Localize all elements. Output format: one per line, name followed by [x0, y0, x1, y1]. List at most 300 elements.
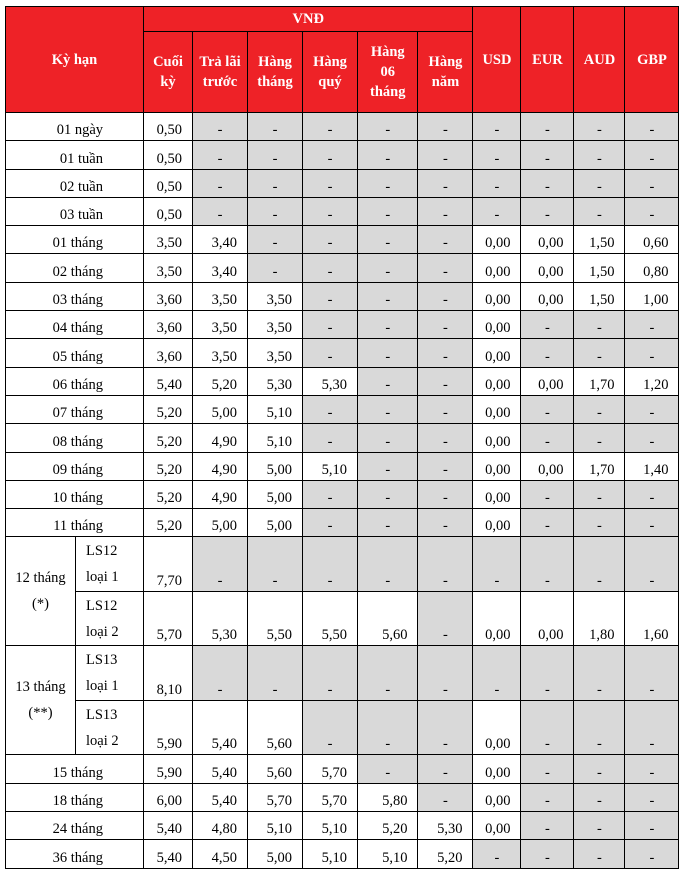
group-note: (**) [28, 705, 53, 722]
rate-cell: - [521, 141, 574, 169]
rate-cell: 0,50 [144, 197, 193, 225]
rate-cell: - [418, 480, 473, 508]
rate-cell: 3,50 [193, 282, 248, 310]
table-row [6, 226, 679, 254]
header-vnd: VNĐ [144, 7, 473, 32]
term-label: 18 tháng [6, 783, 144, 811]
table-row [6, 197, 679, 225]
term-label: 01 ngày [6, 113, 144, 141]
rate-cell: - [303, 113, 358, 141]
rate-cell: 5,00 [248, 509, 303, 537]
rate-cell: 3,50 [248, 311, 303, 339]
table-row [6, 591, 679, 646]
group-note: (*) [32, 596, 49, 613]
rate-cell: 5,20 [144, 509, 193, 537]
rate-cell: - [358, 169, 418, 197]
term-label: 01 tháng [6, 226, 144, 254]
rate-cell: - [193, 169, 248, 197]
rate-cell: - [193, 646, 248, 701]
rate-cell: - [358, 254, 418, 282]
rate-cell: 3,50 [193, 311, 248, 339]
rate-cell: - [303, 700, 358, 755]
rate-cell: - [248, 169, 303, 197]
term-label: 02 tháng [6, 254, 144, 282]
rate-cell: 8,10 [144, 646, 193, 701]
rate-cell: - [303, 254, 358, 282]
rate-cell: 0,00 [521, 452, 574, 480]
rate-cell: - [418, 169, 473, 197]
rate-cell: 5,40 [144, 812, 193, 840]
rate-cell: 0,50 [144, 113, 193, 141]
sub-term-label [76, 591, 144, 646]
rate-cell: - [574, 700, 625, 755]
rate-cell: 5,20 [144, 452, 193, 480]
header-aud: AUD [574, 7, 625, 113]
rate-cell: 5,20 [144, 424, 193, 452]
rate-cell: - [625, 755, 679, 783]
rate-cell: - [418, 311, 473, 339]
rate-cell: - [418, 509, 473, 537]
term-label: 03 tháng [6, 282, 144, 310]
rate-cell: - [625, 424, 679, 452]
header-end-of-term: Cuối kỳ [144, 32, 193, 113]
rate-cell: 4,90 [193, 452, 248, 480]
sub-term-label [76, 700, 144, 755]
rate-cell: - [358, 755, 418, 783]
rate-cell: - [418, 282, 473, 310]
rate-cell: 3,60 [144, 282, 193, 310]
rate-cell: - [521, 537, 574, 592]
table-row [6, 367, 679, 395]
interest-rate-table [5, 6, 679, 869]
rate-cell: - [574, 169, 625, 197]
rate-cell: - [574, 783, 625, 811]
rate-cell: 5,10 [248, 395, 303, 423]
rate-cell: - [418, 254, 473, 282]
header-semiannual: Hàng 06 tháng [358, 32, 418, 113]
rate-cell: - [625, 395, 679, 423]
rate-cell: - [303, 424, 358, 452]
table-row [6, 395, 679, 423]
rate-cell: 1,50 [574, 254, 625, 282]
rate-cell: 5,30 [193, 591, 248, 646]
rate-cell: 0,00 [473, 282, 521, 310]
rate-cell: - [358, 646, 418, 701]
rate-cell: - [625, 646, 679, 701]
rate-cell: - [248, 646, 303, 701]
rate-cell: 5,70 [303, 783, 358, 811]
rate-cell: - [248, 537, 303, 592]
rate-cell: 3,50 [144, 254, 193, 282]
rate-cell: 5,00 [193, 395, 248, 423]
rate-cell: 0,00 [473, 591, 521, 646]
rate-cell: - [521, 840, 574, 868]
rate-cell: - [574, 141, 625, 169]
rate-cell: 0,00 [521, 591, 574, 646]
rate-cell: - [574, 424, 625, 452]
rate-cell: - [358, 452, 418, 480]
rate-cell: - [625, 311, 679, 339]
rate-cell: - [521, 197, 574, 225]
table-row [6, 254, 679, 282]
rate-cell: - [625, 169, 679, 197]
rate-cell: - [358, 113, 418, 141]
rate-cell: 1,00 [625, 282, 679, 310]
header-quarterly: Hàng quý [303, 32, 358, 113]
rate-cell: - [418, 395, 473, 423]
rate-cell: - [248, 141, 303, 169]
table-row [6, 480, 679, 508]
rate-cell: 5,00 [248, 840, 303, 868]
rate-cell: 0,00 [473, 226, 521, 254]
rate-cell: - [473, 840, 521, 868]
rate-cell: - [625, 480, 679, 508]
rate-cell: 5,40 [193, 700, 248, 755]
rate-cell: - [358, 537, 418, 592]
term-label: 15 tháng [6, 755, 144, 783]
term-label: 06 tháng [6, 367, 144, 395]
term-label: 11 tháng [6, 509, 144, 537]
rate-cell: 3,60 [144, 339, 193, 367]
table-row [6, 783, 679, 811]
sub-term-type: loại 2 [86, 732, 119, 749]
rate-cell: - [473, 646, 521, 701]
rate-cell: - [358, 141, 418, 169]
rate-cell: 0,00 [521, 254, 574, 282]
rate-cell: - [418, 646, 473, 701]
term-label: 24 tháng [6, 812, 144, 840]
header-annual: Hàng năm [418, 32, 473, 113]
rate-cell: - [193, 537, 248, 592]
rate-cell: - [625, 700, 679, 755]
table-row [6, 141, 679, 169]
term-label: 36 tháng [6, 840, 144, 868]
rate-cell: - [418, 424, 473, 452]
rate-cell: 0,00 [521, 367, 574, 395]
rate-cell: - [303, 197, 358, 225]
rate-cell: - [303, 537, 358, 592]
rate-cell: - [574, 480, 625, 508]
rate-cell: 5,30 [248, 367, 303, 395]
rate-cell: 5,20 [144, 480, 193, 508]
group-term: 12 tháng [15, 570, 66, 587]
rate-cell: 5,70 [144, 591, 193, 646]
rate-cell: - [303, 311, 358, 339]
rate-cell: - [625, 509, 679, 537]
rate-cell: - [418, 783, 473, 811]
rate-cell: 0,00 [473, 509, 521, 537]
rate-cell: - [574, 113, 625, 141]
term-label: 07 tháng [6, 395, 144, 423]
rate-cell: - [574, 840, 625, 868]
rate-cell: - [418, 700, 473, 755]
rate-cell: - [473, 141, 521, 169]
rate-cell: - [473, 537, 521, 592]
rate-cell: - [521, 755, 574, 783]
term-label: 04 tháng [6, 311, 144, 339]
rate-cell: - [358, 339, 418, 367]
table-row [6, 424, 679, 452]
table-row [6, 282, 679, 310]
rate-cell: - [358, 282, 418, 310]
rate-cell: - [521, 169, 574, 197]
table-row [6, 169, 679, 197]
sub-term-type: loại 1 [86, 678, 119, 695]
rate-cell: - [303, 646, 358, 701]
table-row [6, 537, 679, 592]
rate-cell: - [248, 197, 303, 225]
rate-cell: 3,50 [193, 339, 248, 367]
rate-cell: 0,00 [473, 452, 521, 480]
rate-cell: 4,50 [193, 840, 248, 868]
rate-cell: 5,10 [303, 812, 358, 840]
rate-cell: - [358, 367, 418, 395]
header-eur: EUR [521, 7, 574, 113]
rate-cell: 0,60 [625, 226, 679, 254]
rate-cell: - [358, 480, 418, 508]
rate-cell: - [193, 113, 248, 141]
rate-cell: 5,90 [144, 755, 193, 783]
rate-cell: - [625, 840, 679, 868]
rate-cell: 1,80 [574, 591, 625, 646]
rate-cell: 5,00 [248, 480, 303, 508]
rate-cell: 5,30 [418, 812, 473, 840]
rate-cell: - [625, 339, 679, 367]
rate-cell: 5,20 [144, 395, 193, 423]
rate-cell: - [521, 812, 574, 840]
rate-cell: - [473, 197, 521, 225]
rate-cell: 4,80 [193, 812, 248, 840]
header-term: Kỳ hạn [6, 7, 144, 113]
rate-cell: - [303, 226, 358, 254]
rate-cell: - [418, 537, 473, 592]
rate-cell: - [418, 141, 473, 169]
header-gbp: GBP [625, 7, 679, 113]
rate-cell: 5,20 [358, 812, 418, 840]
rate-cell: 4,90 [193, 424, 248, 452]
group-term: 13 tháng [15, 679, 66, 696]
rate-cell: - [418, 197, 473, 225]
rate-cell: 0,80 [625, 254, 679, 282]
rate-cell: - [625, 812, 679, 840]
group-term-label [6, 537, 76, 646]
rate-cell: 1,70 [574, 452, 625, 480]
rate-cell: - [358, 395, 418, 423]
rate-cell: 3,50 [248, 339, 303, 367]
rate-cell: 5,30 [303, 367, 358, 395]
rate-cell: - [473, 113, 521, 141]
rate-cell: - [303, 509, 358, 537]
rate-cell: 6,00 [144, 783, 193, 811]
term-label: 09 tháng [6, 452, 144, 480]
rate-cell: 0,00 [473, 254, 521, 282]
rate-cell: - [418, 226, 473, 254]
rate-cell: 7,70 [144, 537, 193, 592]
rate-cell: 0,00 [473, 311, 521, 339]
term-label: 10 tháng [6, 480, 144, 508]
rate-cell: 5,40 [144, 840, 193, 868]
rate-cell: - [418, 367, 473, 395]
rate-cell: - [574, 197, 625, 225]
rate-cell: - [248, 113, 303, 141]
rate-cell: 5,40 [193, 783, 248, 811]
rate-cell: 1,20 [625, 367, 679, 395]
rate-cell: 5,70 [248, 783, 303, 811]
term-label: 03 tuần [6, 197, 144, 225]
rate-cell: - [521, 509, 574, 537]
rate-cell: 0,00 [473, 339, 521, 367]
sub-term-code: LS13 [86, 706, 118, 723]
rate-cell: - [521, 113, 574, 141]
rate-cell: - [574, 812, 625, 840]
rate-cell: 3,40 [193, 226, 248, 254]
rate-cell: - [193, 141, 248, 169]
rate-cell: 0,00 [473, 480, 521, 508]
rate-cell: - [303, 339, 358, 367]
rate-cell: 5,60 [248, 700, 303, 755]
rate-cell: 5,80 [358, 783, 418, 811]
rate-cell: - [303, 282, 358, 310]
rate-cell: - [358, 509, 418, 537]
rate-cell: - [625, 113, 679, 141]
rate-cell: 5,50 [248, 591, 303, 646]
rate-cell: 1,70 [574, 367, 625, 395]
rate-cell: - [625, 783, 679, 811]
rate-cell: - [521, 480, 574, 508]
sub-term-label [76, 646, 144, 701]
rate-cell: 5,10 [303, 840, 358, 868]
rate-cell: - [521, 424, 574, 452]
header-usd: USD [473, 7, 521, 113]
sub-term-type: loại 1 [86, 569, 119, 586]
rate-cell: - [521, 783, 574, 811]
rate-cell: - [574, 755, 625, 783]
sub-term-code: LS12 [86, 543, 118, 560]
rate-cell: - [303, 141, 358, 169]
rate-cell: - [358, 424, 418, 452]
table-row [6, 452, 679, 480]
rate-cell: - [248, 226, 303, 254]
sub-term-code: LS13 [86, 652, 118, 669]
rate-cell: 3,50 [144, 226, 193, 254]
rate-cell: 1,60 [625, 591, 679, 646]
rate-cell: - [418, 339, 473, 367]
rate-cell: - [418, 452, 473, 480]
table-row [6, 755, 679, 783]
rate-cell: 1,50 [574, 282, 625, 310]
rate-cell: - [418, 113, 473, 141]
rate-cell: 0,50 [144, 169, 193, 197]
rate-cell: - [574, 339, 625, 367]
rate-cell: - [358, 226, 418, 254]
rate-cell: 0,00 [473, 367, 521, 395]
rate-cell: 1,50 [574, 226, 625, 254]
table-row [6, 646, 679, 701]
rate-cell: 0,00 [473, 755, 521, 783]
rate-cell: 5,50 [303, 591, 358, 646]
rate-cell: 5,90 [144, 700, 193, 755]
rate-cell: - [521, 700, 574, 755]
table-row [6, 812, 679, 840]
rate-cell: - [303, 480, 358, 508]
rate-cell: - [521, 339, 574, 367]
rate-cell: 5,70 [303, 755, 358, 783]
rate-cell: 3,40 [193, 254, 248, 282]
rate-cell: - [418, 591, 473, 646]
rate-cell: 5,00 [193, 509, 248, 537]
rate-cell: 5,60 [358, 591, 418, 646]
rate-cell: 0,00 [473, 424, 521, 452]
table-row [6, 113, 679, 141]
rate-cell: - [418, 755, 473, 783]
rate-cell: 0,00 [521, 226, 574, 254]
rate-cell: - [574, 509, 625, 537]
term-label: 02 tuần [6, 169, 144, 197]
rate-cell: - [574, 395, 625, 423]
rate-cell: 5,40 [193, 755, 248, 783]
rate-cell: - [574, 311, 625, 339]
rate-cell: - [193, 197, 248, 225]
group-term-label [6, 646, 76, 755]
term-label: 01 tuần [6, 141, 144, 169]
rate-cell: - [358, 311, 418, 339]
rate-cell: - [625, 537, 679, 592]
rate-cell: - [521, 646, 574, 701]
table-row [6, 509, 679, 537]
rate-cell: 5,00 [248, 452, 303, 480]
rate-cell: 5,60 [248, 755, 303, 783]
rate-cell: 5,20 [193, 367, 248, 395]
rate-cell: 3,60 [144, 311, 193, 339]
rate-cell: 5,20 [418, 840, 473, 868]
rate-cell: - [303, 395, 358, 423]
table-row [6, 700, 679, 755]
table-row [6, 339, 679, 367]
rate-cell: - [521, 395, 574, 423]
term-label: 08 tháng [6, 424, 144, 452]
sub-term-type: loại 2 [86, 623, 119, 640]
rate-cell: 4,90 [193, 480, 248, 508]
rate-cell: 0,50 [144, 141, 193, 169]
rate-cell: 5,10 [248, 812, 303, 840]
term-label: 05 tháng [6, 339, 144, 367]
rate-cell: 5,40 [144, 367, 193, 395]
rate-cell: 0,00 [473, 812, 521, 840]
sub-term-code: LS12 [86, 597, 118, 614]
rate-cell: - [625, 197, 679, 225]
rate-cell: 5,10 [303, 452, 358, 480]
header-monthly: Hàng tháng [248, 32, 303, 113]
table-row [6, 311, 679, 339]
rate-cell: - [358, 197, 418, 225]
rate-cell: - [625, 141, 679, 169]
rate-cell: 1,40 [625, 452, 679, 480]
rate-cell: - [358, 700, 418, 755]
rate-cell: 5,10 [358, 840, 418, 868]
rate-cell: 0,00 [473, 700, 521, 755]
rate-cell: 0,00 [473, 395, 521, 423]
rate-cell: - [574, 537, 625, 592]
rate-cell: 0,00 [521, 282, 574, 310]
rate-cell: - [248, 254, 303, 282]
rate-cell: 0,00 [473, 783, 521, 811]
rate-cell: - [521, 311, 574, 339]
rate-cell: 3,50 [248, 282, 303, 310]
rate-cell: 5,10 [248, 424, 303, 452]
sub-term-label [76, 537, 144, 592]
rate-cell: - [303, 169, 358, 197]
header-prepaid: Trả lãi trước [193, 32, 248, 113]
